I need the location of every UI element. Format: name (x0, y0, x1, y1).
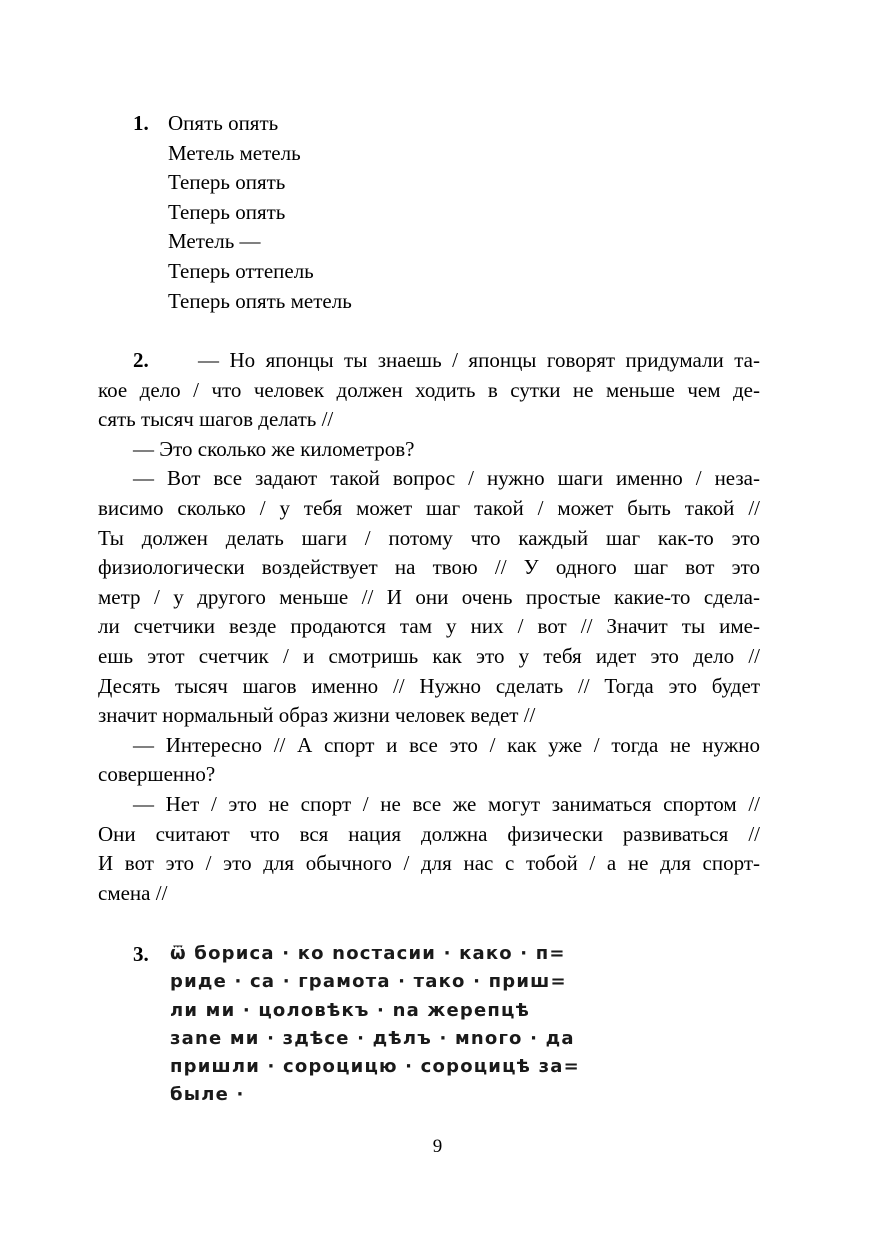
prose-line: смена // (98, 880, 168, 905)
prose-line: Десять тысяч шагов именно // Нужно сделать // Тогда это будет (98, 673, 760, 698)
prose-line: метр / у другого меньше // И они очень простые какие-то сдела- (98, 584, 760, 609)
old-script-line: пришли · сороцицю · сороцицѣ за= (170, 1056, 580, 1078)
prose-line: совершенно? (98, 762, 216, 787)
prose-line: Ты должен делать шаги / потому что каждый шаг как-то это (98, 525, 760, 550)
old-script-line: ѿ бориса · ко nостасии · како · п= (170, 943, 566, 964)
old-script-line: быле · (170, 1084, 245, 1106)
poem-line: Теперь опять (168, 199, 286, 224)
section-3-old-script (170, 940, 580, 1110)
poem-line: Теперь опять (168, 170, 286, 195)
prose-line: ешь этот счетчик / и смотришь как это у тебя идет это дело // (98, 643, 760, 668)
prose-line: Они считают что вся нация должна физически развиваться // (98, 821, 760, 846)
prose-line: физиологически воздействует на твою // У одного шаг вот это (98, 555, 760, 580)
prose-line: сять тысяч шагов делать // (98, 407, 334, 432)
prose-line: кое дело / что человек должен ходить в сутки не меньше чем де- (98, 377, 760, 402)
section-2-dialogue (98, 346, 760, 908)
prose-line: ли счетчики везде продаются там у них / вот // Значит ты име- (98, 614, 760, 639)
section-3-number: 3. (133, 942, 149, 966)
page-number: 9 (432, 1136, 443, 1157)
prose-line: — Но японцы ты знаешь / японцы говорят придумали та- (198, 348, 760, 372)
old-script-line: ли ми · цоловѣкъ · nа жерепцѣ (170, 999, 531, 1021)
prose-line: — Вот все задают такой вопрос / нужно шаги именно / неза- (133, 466, 760, 491)
prose-line: значит нормальный образ жизни человек ведет // (98, 703, 536, 728)
poem-line: Теперь опять метель (168, 288, 352, 313)
prose-line: — Это сколько же километров? (133, 436, 415, 461)
poem-line: Опять опять (168, 111, 279, 135)
old-script-line: заnе ми · здѣсе · дѣлъ · мnого · да (170, 1027, 575, 1049)
poem-line: Метель — (168, 229, 261, 254)
prose-line: И вот это / это для обычного / для нас с тобой / а не для спорт- (98, 851, 760, 876)
poem-line: Метель метель (168, 140, 301, 165)
section-1-number: 1. (133, 111, 149, 135)
prose-line: — Интересно // А спорт и все это / как уже / тогда не нужно (133, 732, 760, 757)
old-script-line: риде · са · грамота · тако · приш= (170, 971, 567, 993)
prose-line: висимо сколько / у тебя может шаг такой / может быть такой // (98, 495, 760, 520)
section-2-number: 2. (133, 348, 149, 372)
section-1-poem (168, 109, 352, 316)
prose-line: — Нет / это не спорт / не все же могут заниматься спортом // (133, 791, 760, 816)
poem-line: Теперь оттепель (168, 258, 314, 283)
